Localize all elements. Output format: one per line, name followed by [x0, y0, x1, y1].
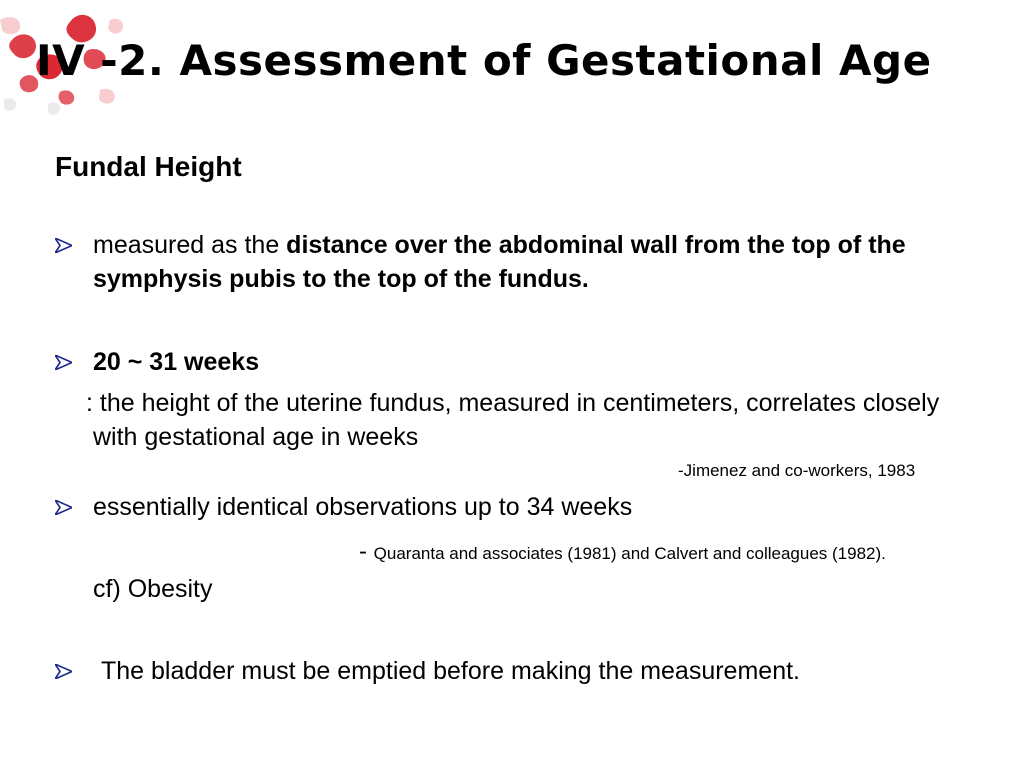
bullet1-prefix: measured as the	[93, 231, 287, 259]
bullet-measurement-definition	[55, 228, 985, 300]
bullet3-citation-text: Quaranta and associates (1981) and Calvert and colleagues (1982).	[373, 544, 886, 563]
bullet-20-31-weeks	[55, 345, 985, 379]
bullet2-detail: : the height of the uterine fundus, measured in centimeters, correlates closely with gestational age in weeks	[86, 389, 940, 451]
bullet3-citation	[359, 538, 886, 566]
bullet3-text: essentially identical observations up to 34 weeks	[93, 493, 633, 521]
arrow-bullet-icon	[55, 664, 72, 679]
arrow-bullet-icon	[55, 238, 72, 253]
arrow-bullet-icon	[55, 355, 72, 370]
slide-title: IV -2. Assessment of Gestational Age	[36, 36, 932, 85]
section-subtitle: Fundal Height	[55, 151, 242, 182]
arrow-bullet-icon	[55, 500, 72, 515]
bullet2-heading: 20 ~ 31 weeks	[93, 348, 260, 376]
bullet1-bold-text: distance over the abdominal wall from the top of the symphysis pubis to the top of the fundus.	[93, 231, 906, 293]
bullet4-text: The bladder must be emptied before making the measurement.	[101, 657, 800, 685]
bullet3-note: cf) Obesity	[93, 575, 213, 603]
bullet-empty-bladder	[55, 654, 985, 688]
bullet-up-to-34-weeks	[55, 490, 985, 524]
bullet3-citation-dash: -	[359, 538, 374, 565]
bullet2-citation: -Jimenez and co-workers, 1983	[678, 461, 916, 480]
